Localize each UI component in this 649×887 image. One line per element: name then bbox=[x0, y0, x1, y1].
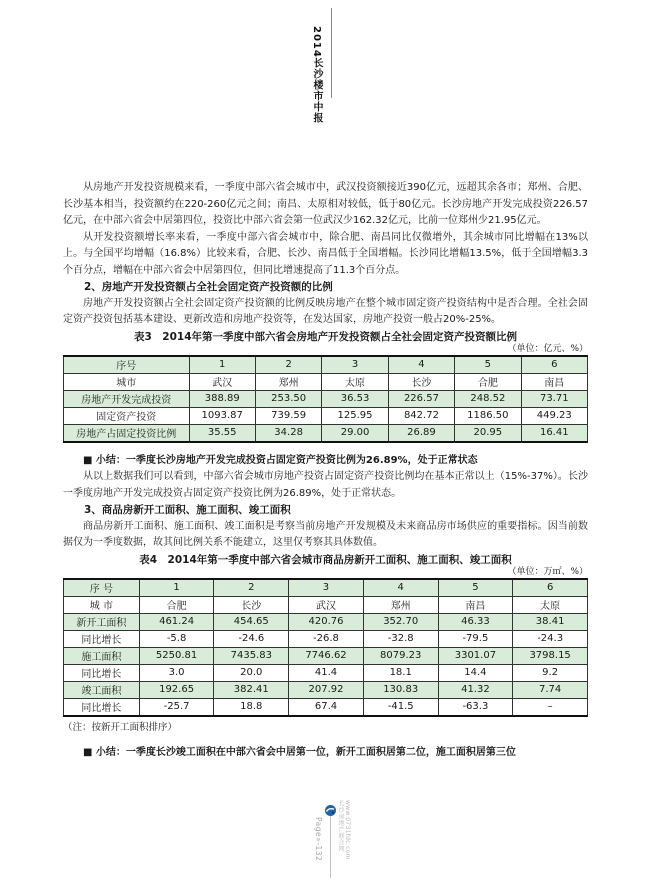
table-row bbox=[64, 613, 588, 630]
table-cell: 130.83 bbox=[363, 681, 438, 698]
paragraph-investment-scale: 从房地产开发投资规模来看，一季度中部六省会城市中，武汉投资额接近390亿元，远超其余各市；郑州、合肥、长沙基本相当，投资额约在220-260亿元之间；南昌、太原相对较低，低于80亿元。长沙房地产开发完成投资226.57亿元，在中部六省会中居第四位，投资比中部六省会第一位武汉少162.32亿元，比前一位郑州少21.95亿元。 bbox=[63, 182, 588, 226]
table-cell: -63.3 bbox=[438, 698, 513, 716]
table-cell: 郑州 bbox=[363, 596, 438, 613]
table4-unit-label: （单位：万㎡、%） bbox=[507, 566, 588, 577]
table-cell: -24.3 bbox=[513, 630, 588, 647]
table-cell: 2 bbox=[255, 356, 321, 374]
table4-wrapper bbox=[63, 578, 588, 717]
table-cell: – bbox=[513, 698, 588, 716]
table-cell: 5 bbox=[438, 579, 513, 597]
footer-site-name: 长沙房地产联合网 bbox=[337, 800, 344, 852]
table-cell: 388.89 bbox=[189, 390, 255, 407]
table-cell: 41.32 bbox=[438, 681, 513, 698]
table-cell: 420.76 bbox=[289, 613, 364, 630]
table-cell: 14.4 bbox=[438, 664, 513, 681]
table-cell: 武汉 bbox=[289, 596, 364, 613]
table-cell: 3 bbox=[289, 579, 364, 597]
table-row bbox=[64, 390, 588, 407]
table-cell: 449.23 bbox=[521, 407, 587, 424]
footer-page-number: Page»-132 bbox=[314, 817, 323, 862]
table-cell: 1 bbox=[189, 356, 255, 374]
table-row bbox=[64, 630, 588, 647]
table-cell: 6 bbox=[513, 579, 588, 597]
table-cell: 41.4 bbox=[289, 664, 364, 681]
table-cell: 城 市 bbox=[64, 596, 140, 613]
table-cell: -5.8 bbox=[139, 630, 214, 647]
table-cell: 房地产占固定投资比例 bbox=[64, 424, 190, 442]
table-cell: -25.7 bbox=[139, 698, 214, 716]
summary-table3: ■ 小结：一季度长沙房地产开发完成投资占固定资产投资比例为26.89%，处于正常状态 bbox=[83, 454, 478, 466]
table-cell: -41.5 bbox=[363, 698, 438, 716]
table-cell: 352.70 bbox=[363, 613, 438, 630]
table-cell: 南昌 bbox=[521, 373, 587, 390]
table-cell: 新开工面积 bbox=[64, 613, 140, 630]
table-cell: 合肥 bbox=[455, 373, 521, 390]
table-cell: 38.41 bbox=[513, 613, 588, 630]
table-cell: 207.92 bbox=[289, 681, 364, 698]
table-row bbox=[64, 698, 588, 716]
table-cell: 城市 bbox=[64, 373, 190, 390]
table-row bbox=[64, 356, 588, 374]
table-cell: 郑州 bbox=[255, 373, 321, 390]
footer-rule bbox=[330, 812, 331, 878]
paragraph-ratio-analysis: 从以上数据我们可以看到，中部六省会城市房地产投资占固定资产投资比例均在基本正常以上（15%-37%）。长沙一季度房地产开发完成投资占固定资产投资比例为26.89%，处于正常状态。 bbox=[63, 471, 588, 499]
table-cell: 固定资产投资 bbox=[64, 407, 190, 424]
table-cell: 29.00 bbox=[322, 424, 388, 442]
section-heading-3: 3、商品房新开工面积、施工面积、竣工面积 bbox=[84, 504, 291, 516]
table3-unit-label: （单位：亿元、%） bbox=[507, 343, 588, 354]
table-row bbox=[64, 647, 588, 664]
table-cell: 施工面积 bbox=[64, 647, 140, 664]
table-cell: -26.8 bbox=[289, 630, 364, 647]
table-cell: 同比增长 bbox=[64, 664, 140, 681]
table-cell: 3 bbox=[322, 356, 388, 374]
table-cell: 7435.83 bbox=[214, 647, 289, 664]
table-cell: 5 bbox=[455, 356, 521, 374]
table-cell: 长沙 bbox=[388, 373, 454, 390]
paragraph-growth-rate: 从开发投资额增长率来看，一季度中部六省会城市中，除合肥、南昌同比仅微增外，其余城市同比增幅在13%以上。与全国平均增幅（16.8%）比较来看，合肥、长沙、南昌低于全国增幅。长沙同比增幅13.5%，低于全国增幅3.3个百分点，增幅在中部六省会中居第四位，但同比增速提高了11.3个百分点。 bbox=[63, 231, 588, 276]
table-cell: 34.28 bbox=[255, 424, 321, 442]
table-cell: 67.4 bbox=[289, 698, 364, 716]
table-row bbox=[64, 579, 588, 597]
table-cell: 同比增长 bbox=[64, 698, 140, 716]
table3-caption: 表3 2014年第一季度中部六省会房地产开发投资额占全社会固定资产投资额比例 bbox=[133, 330, 518, 343]
table-cell: 4 bbox=[363, 579, 438, 597]
table-cell: 1186.50 bbox=[455, 407, 521, 424]
table-cell: 36.53 bbox=[322, 390, 388, 407]
table-cell: 1093.87 bbox=[189, 407, 255, 424]
table-cell: 20.0 bbox=[214, 664, 289, 681]
table-cell: 合肥 bbox=[139, 596, 214, 613]
section-heading-2: 2、房地产开发投资额占全社会固定资产投资额的比例 bbox=[84, 281, 333, 293]
spine-title: 2014长沙楼市中报 bbox=[311, 26, 322, 124]
table-cell: 竣工面积 bbox=[64, 681, 140, 698]
table-cell: 3798.15 bbox=[513, 647, 588, 664]
table-cell: 序号 bbox=[64, 356, 190, 374]
table-cell: 长沙 bbox=[214, 596, 289, 613]
table-cell: 26.89 bbox=[388, 424, 454, 442]
table-cell: 6 bbox=[521, 356, 587, 374]
summary-table4: ■ 小结：一季度长沙竣工面积在中部六省会中居第一位，新开工面积居第二位，施工面积居第三位 bbox=[83, 746, 516, 758]
table-cell: 7.74 bbox=[513, 681, 588, 698]
table-cell: -79.5 bbox=[438, 630, 513, 647]
table-cell: 3301.07 bbox=[438, 647, 513, 664]
table-cell: 248.52 bbox=[455, 390, 521, 407]
table3-wrapper bbox=[63, 355, 588, 443]
table-row bbox=[64, 424, 588, 442]
table-cell: 226.57 bbox=[388, 390, 454, 407]
table-cell: 7746.62 bbox=[289, 647, 364, 664]
table-cell: 35.55 bbox=[189, 424, 255, 442]
table-cell: 125.95 bbox=[322, 407, 388, 424]
table-row bbox=[64, 681, 588, 698]
table-cell: 南昌 bbox=[438, 596, 513, 613]
paragraph-ratio-intro: 房地产开发投资额占全社会固定资产投资额的比例反映房地产在整个城市固定资产投资结构中是否合理。全社会固定资产投资包括基本建设、更新改造和房地产投资等，在发达国家，房地产投资一般占20%-25%。 bbox=[63, 297, 588, 325]
main-content bbox=[63, 180, 588, 761]
table-cell: 4 bbox=[388, 356, 454, 374]
table-cell: 253.50 bbox=[255, 390, 321, 407]
paragraph-area-intro: 商品房新开工面积、施工面积、竣工面积是考察当前房地产开发规模及未来商品房市场供应的重要指标。因当前数据仅为一季度数据，故其间比例关系不能建立，这里仅考察其具体数值。 bbox=[63, 520, 588, 548]
table-cell: 18.8 bbox=[214, 698, 289, 716]
table-cell: 46.33 bbox=[438, 613, 513, 630]
table-cell: 房地产开发完成投资 bbox=[64, 390, 190, 407]
table-cell: 5250.81 bbox=[139, 647, 214, 664]
table-cell: 454.65 bbox=[214, 613, 289, 630]
table-row bbox=[64, 407, 588, 424]
table-row bbox=[64, 596, 588, 613]
table-cell: 739.59 bbox=[255, 407, 321, 424]
table-cell: -32.8 bbox=[363, 630, 438, 647]
table-cell: 73.71 bbox=[521, 390, 587, 407]
table-cell: -24.6 bbox=[214, 630, 289, 647]
table3-investment-ratio bbox=[63, 355, 588, 443]
table-cell: 842.72 bbox=[388, 407, 454, 424]
table4-caption: 表4 2014年第一季度中部六省会城市商品房新开工面积、施工面积、竣工面积 bbox=[139, 553, 512, 566]
table4-note: （注：按新开工面积排序） bbox=[63, 721, 178, 733]
table-cell: 1 bbox=[139, 579, 214, 597]
table-cell: 2 bbox=[214, 579, 289, 597]
table-cell: 16.41 bbox=[521, 424, 587, 442]
footer-site-url: www.0731fdc.com bbox=[344, 800, 351, 860]
table4-construction-area bbox=[63, 578, 588, 717]
table-cell: 3.0 bbox=[139, 664, 214, 681]
table-cell: 太原 bbox=[513, 596, 588, 613]
table-cell: 461.24 bbox=[139, 613, 214, 630]
table-cell: 太原 bbox=[322, 373, 388, 390]
table-cell: 382.41 bbox=[214, 681, 289, 698]
table-cell: 同比增长 bbox=[64, 630, 140, 647]
table-cell: 192.65 bbox=[139, 681, 214, 698]
table-cell: 序 号 bbox=[64, 579, 140, 597]
table-row bbox=[64, 664, 588, 681]
table-row bbox=[64, 373, 588, 390]
spine-title-rule bbox=[331, 8, 332, 98]
site-logo-icon bbox=[325, 801, 336, 812]
table-cell: 20.95 bbox=[455, 424, 521, 442]
table-cell: 8079.23 bbox=[363, 647, 438, 664]
table-cell: 9.2 bbox=[513, 664, 588, 681]
table-cell: 武汉 bbox=[189, 373, 255, 390]
table-cell: 18.1 bbox=[363, 664, 438, 681]
